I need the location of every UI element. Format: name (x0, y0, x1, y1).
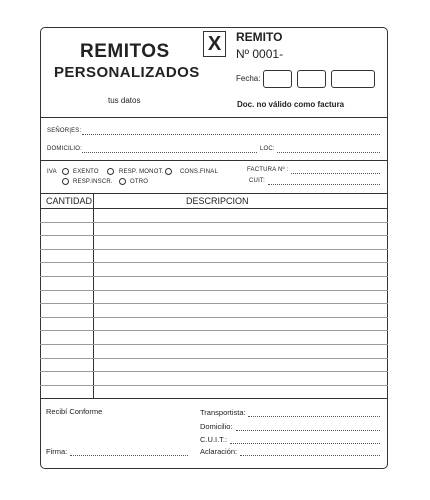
column-header-cantidad: CANTIDAD (46, 196, 93, 206)
radio-resp-inscr[interactable] (62, 178, 69, 185)
domicilio-footer-line[interactable] (236, 430, 380, 431)
transportista-label: Transportista: (200, 408, 246, 417)
recibi-conforme-label: Recibí Conforme (46, 407, 103, 416)
domicilio-line[interactable] (82, 152, 257, 153)
factura-line[interactable] (291, 173, 380, 174)
table-row (40, 222, 388, 223)
table-row (40, 235, 388, 236)
cuit-tax-label: CUIT: (249, 178, 265, 184)
cuit-tax-line[interactable] (268, 184, 380, 185)
table-row (40, 276, 388, 277)
document-type: REMITO (236, 30, 283, 44)
document-number: Nº 0001- (236, 47, 284, 61)
table-row (40, 303, 388, 304)
iva-label: IVA (47, 169, 57, 175)
option-cons-final: CONS.FINAL (180, 169, 219, 175)
table-row (40, 371, 388, 372)
document-letter: X (207, 32, 222, 55)
radio-otro[interactable] (119, 178, 126, 185)
validity-note: Doc. no válido como factura (237, 100, 345, 109)
column-header-descripcion: DESCRIPCION (186, 196, 249, 206)
fecha-month-box[interactable] (297, 70, 326, 88)
fecha-year-box[interactable] (331, 70, 375, 88)
firma-line[interactable] (70, 455, 188, 456)
senores-line[interactable] (82, 134, 380, 135)
aclaracion-line[interactable] (240, 455, 380, 456)
header-divider (40, 117, 388, 118)
table-row (40, 344, 388, 345)
client-divider (40, 160, 388, 161)
table-row (40, 262, 388, 263)
factura-label: FACTURA Nº : (247, 167, 289, 173)
loc-line[interactable] (277, 152, 380, 153)
radio-cons-final[interactable] (165, 168, 172, 175)
aclaracion-label: Aclaración: (200, 447, 238, 456)
column-divider (93, 193, 94, 398)
company-name-line1: REMITOS (80, 41, 170, 62)
radio-exento[interactable] (62, 168, 69, 175)
table-row (40, 385, 388, 386)
cuit-footer-label: C.U.I.T.: (200, 435, 228, 444)
table-row (40, 358, 388, 359)
company-name-line2: PERSONALIZADOS (54, 64, 200, 81)
option-resp-monot: RESP. MONOT. (119, 169, 164, 175)
firma-label: Firma: (46, 447, 68, 456)
table-row (40, 290, 388, 291)
option-resp-inscr: RESP.INSCR. (73, 179, 113, 185)
company-details: tus datos (108, 96, 141, 105)
table-bottom-divider (40, 398, 388, 399)
table-row (40, 249, 388, 250)
senores-label: SEÑOR|ES: (47, 128, 82, 134)
table-row (40, 330, 388, 331)
option-otro: OTRO (130, 179, 149, 185)
transportista-line[interactable] (248, 416, 380, 417)
radio-resp-monot[interactable] (107, 168, 114, 175)
fecha-day-box[interactable] (263, 70, 292, 88)
option-exento: EXENTO (73, 169, 99, 175)
fecha-label: Fecha: (236, 74, 261, 83)
loc-label: LOC: (260, 146, 275, 152)
cuit-footer-line[interactable] (230, 443, 380, 444)
document-letter-box (203, 31, 226, 57)
table-row (40, 317, 388, 318)
domicilio-label: DOMICILIO: (47, 146, 83, 152)
domicilio-footer-label: Domicilio: (200, 422, 233, 431)
